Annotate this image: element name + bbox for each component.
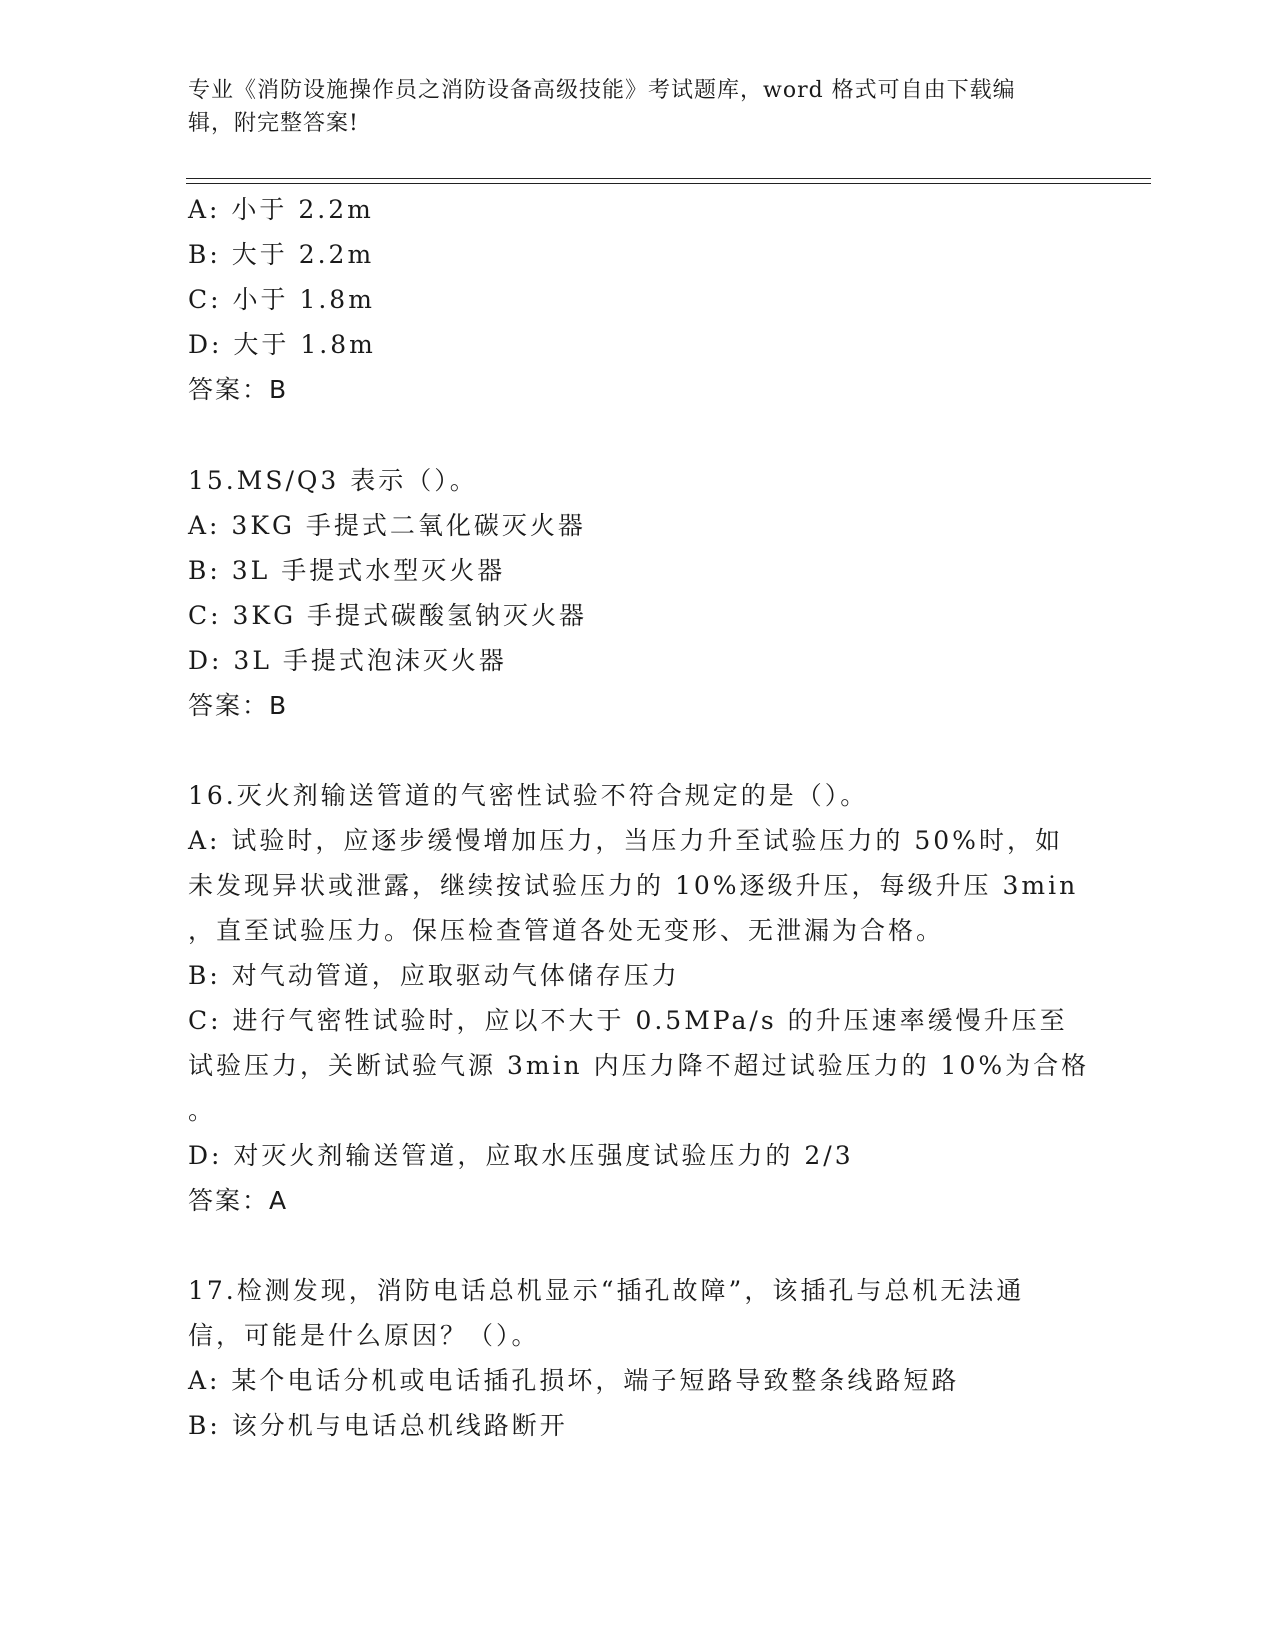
header-divider-top — [186, 178, 1151, 179]
header-divider-bottom — [186, 183, 1151, 184]
q16-option-a-line1: A: 试验时，应逐步缓慢增加压力，当压力升至试验压力的 50%时，如 — [188, 826, 1063, 855]
q16-question: 16.灭火剂输送管道的气密性试验不符合规定的是（）。 — [188, 781, 869, 810]
q17-question-line1: 17.检测发现，消防电话总机显示“插孔故障”，该插孔与总机无法通 — [188, 1276, 1025, 1305]
q17-option-b: B: 该分机与电话总机线路断开 — [188, 1411, 568, 1440]
q15-answer: 答案：B — [188, 691, 289, 720]
q16-option-a-line2: 未发现异状或泄露，继续按试验压力的 10%逐级升压，每级升压 3min — [188, 871, 1079, 900]
document-header — [188, 74, 1068, 140]
q15-question: 15.MS/Q3 表示（）。 — [188, 466, 478, 495]
q15-option-a: A: 3KG 手提式二氧化碳灭火器 — [188, 511, 586, 540]
q16-option-d: D: 对灭火剂输送管道，应取水压强度试验压力的 2/3 — [188, 1141, 854, 1170]
q16-answer: 答案：A — [188, 1186, 289, 1215]
header-line-2: 辑，附完整答案! — [188, 111, 359, 136]
q16-option-c-line3: 。 — [188, 1096, 217, 1125]
q14-option-c: C: 小于 1.8m — [188, 285, 375, 314]
q16-option-a-line3: ，直至试验压力。保压检查管道各处无变形、无泄漏为合格。 — [188, 916, 945, 945]
q17-option-a: A: 某个电话分机或电话插孔损坏，端子短路导致整条线路短路 — [188, 1366, 960, 1395]
q16-option-c-line2: 试验压力，关断试验气源 3min 内压力降不超过试验压力的 10%为合格 — [188, 1051, 1090, 1080]
header-line-1: 专业《消防设施操作员之消防设备高级技能》考试题库，word 格式可自由下载编 — [188, 78, 1016, 103]
q16-option-c-line1: C: 进行气密牲试验时，应以不大于 0.5MPa/s 的升压速率缓慢升压至 — [188, 1006, 1068, 1035]
q14-option-a: A: 小于 2.2m — [188, 195, 374, 224]
q14-option-d: D: 大于 1.8m — [188, 330, 376, 359]
q17-question-line2: 信，可能是什么原因？（）。 — [188, 1321, 540, 1350]
q15-option-d: D: 3L 手提式泡沫灭火器 — [188, 646, 507, 675]
q15-option-b: B: 3L 手提式水型灭火器 — [188, 556, 506, 585]
q14-answer: 答案：B — [188, 375, 289, 404]
q14-option-b: B: 大于 2.2m — [188, 240, 375, 269]
q16-option-b: B: 对气动管道，应取驱动气体储存压力 — [188, 961, 680, 990]
q15-option-c: C: 3KG 手提式碳酸氢钠灭火器 — [188, 601, 587, 630]
